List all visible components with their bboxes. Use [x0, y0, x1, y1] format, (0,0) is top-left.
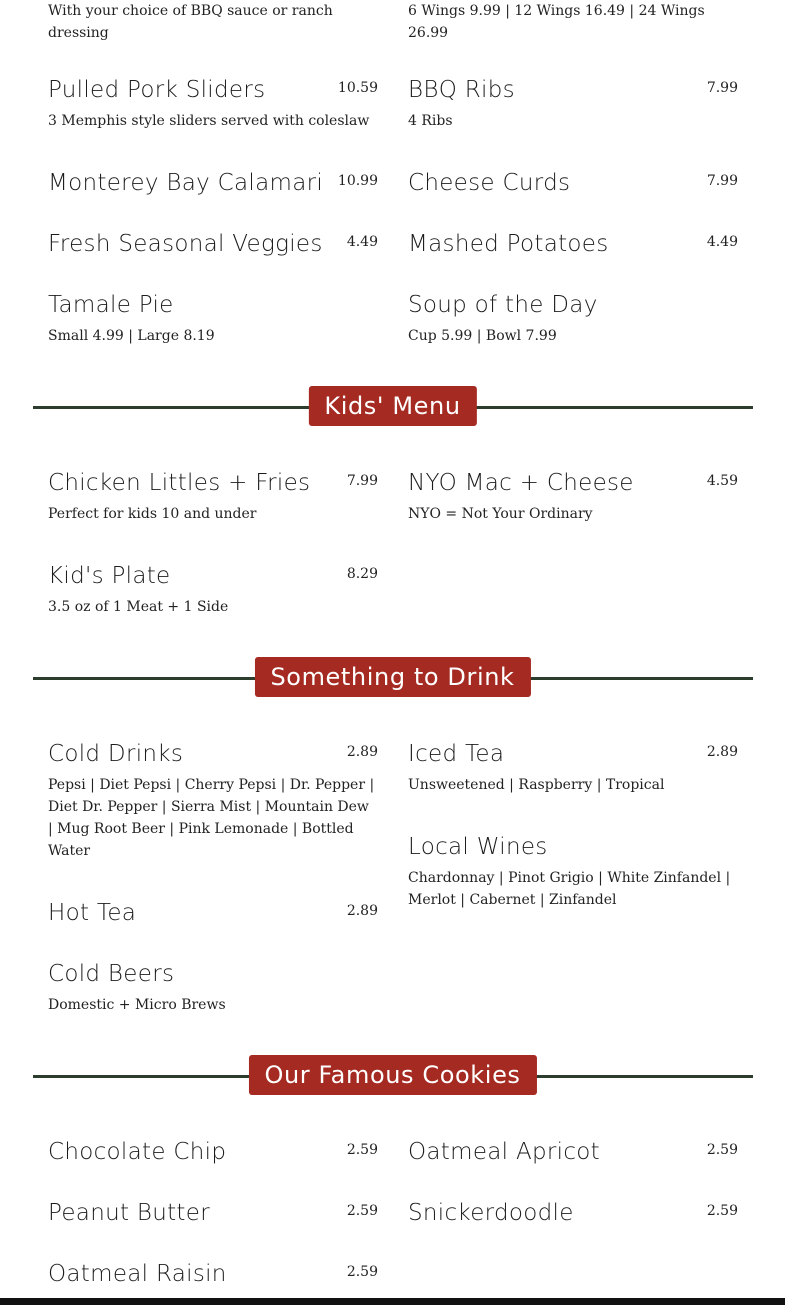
item-name: Oatmeal Raisin — [48, 1261, 227, 1287]
item-price: 2.59 — [346, 1142, 378, 1158]
item-name: Tamale Pie — [48, 292, 174, 318]
item-price: 4.59 — [706, 473, 738, 489]
item-name: BBQ Ribs — [408, 77, 515, 103]
item-price: 2.89 — [706, 744, 738, 760]
item-description: Pepsi | Diet Pepsi | Cherry Pepsi | Dr. Pepper | Diet Dr. Pepper | Sierra Mist | Mountain Dew | Mug Root Beer | Pink Lemonade | Bottled Water — [48, 777, 375, 859]
item-name: Peanut Butter — [48, 1200, 210, 1226]
item-price: 2.59 — [346, 1264, 378, 1280]
item-description: Perfect for kids 10 and under — [48, 506, 257, 522]
item-description: Small 4.99 | Large 8.19 — [48, 328, 215, 344]
menu-item-chocolate-chip[interactable] — [48, 1138, 378, 1166]
menu-item-pulled-pork-sliders[interactable] — [48, 76, 378, 132]
item-price: 2.59 — [706, 1203, 738, 1219]
item-name: Iced Tea — [408, 741, 505, 767]
menu-item-tamale-pie[interactable] — [48, 291, 378, 347]
item-price: 7.99 — [706, 173, 738, 189]
item-name: Kid's Plate — [48, 563, 171, 589]
item-name: Monterey Bay Calamari — [48, 170, 324, 196]
item-name: Chicken Littles + Fries — [48, 470, 311, 496]
item-name: Hot Tea — [48, 900, 137, 926]
item-description: 4 Ribs — [408, 113, 453, 129]
item-description: With your choice of BBQ sauce or ranch dressing — [48, 3, 333, 41]
item-name: Local Wines — [408, 834, 548, 860]
item-name: Soup of the Day — [408, 292, 598, 318]
item-description: NYO = Not Your Ordinary — [408, 506, 593, 522]
item-description: 3 Memphis style sliders served with coleslaw — [48, 113, 370, 129]
menu-item-mashed-potatoes[interactable] — [408, 230, 738, 258]
item-description: Unsweetened | Raspberry | Tropical — [408, 777, 665, 793]
menu-item-iced-tea[interactable] — [408, 740, 738, 796]
item-name: Fresh Seasonal Veggies — [48, 231, 323, 257]
section-title-something-to-drink: Something to Drink — [254, 657, 530, 697]
item-name: NYO Mac + Cheese — [408, 470, 634, 496]
item-description: Chardonnay | Pinot Grigio | White Zinfandel | Merlot | Cabernet | Zinfandel — [408, 870, 731, 908]
item-price: 10.99 — [337, 173, 378, 189]
menu-item-nyo-mac-cheese[interactable] — [408, 469, 738, 525]
item-name: Mashed Potatoes — [408, 231, 609, 257]
menu-item-chicken-littles-fries[interactable] — [48, 469, 378, 525]
item-price: 7.99 — [706, 80, 738, 96]
item-description: 3.5 oz of 1 Meat + 1 Side — [48, 599, 229, 615]
menu-item-cheese-curds[interactable] — [408, 169, 738, 197]
menu-item-cold-drinks[interactable] — [48, 740, 378, 862]
item-price: 2.89 — [346, 903, 378, 919]
item-name: Cheese Curds — [408, 170, 571, 196]
item-description: 6 Wings 9.99 | 12 Wings 16.49 | 24 Wings 26.99 — [408, 3, 705, 41]
bottom-edge-bar — [0, 1298, 785, 1305]
item-name: Snickerdoodle — [408, 1200, 574, 1226]
menu-item-peanut-butter[interactable] — [48, 1199, 378, 1227]
item-price: 2.59 — [706, 1142, 738, 1158]
item-name: Oatmeal Apricot — [408, 1139, 600, 1165]
menu-item-cold-beers[interactable] — [48, 960, 378, 1016]
menu-item-bbq-ribs[interactable] — [408, 76, 738, 132]
item-name: Cold Drinks — [48, 741, 184, 767]
item-price: 2.59 — [346, 1203, 378, 1219]
item-description: Cup 5.99 | Bowl 7.99 — [408, 328, 557, 344]
item-name: Chocolate Chip — [48, 1139, 227, 1165]
item-name: Cold Beers — [48, 961, 175, 987]
menu-item-snickerdoodle[interactable] — [408, 1199, 738, 1227]
menu-item-soup-of-the-day[interactable] — [408, 291, 738, 347]
item-name: Pulled Pork Sliders — [48, 77, 266, 103]
menu-item-monterey-bay-calamari[interactable] — [48, 169, 378, 197]
item-price: 8.29 — [346, 566, 378, 582]
menu-item-kids-plate[interactable] — [48, 562, 378, 618]
item-price: 4.49 — [706, 234, 738, 250]
section-title-kids-menu: Kids' Menu — [308, 386, 476, 426]
item-price: 4.49 — [346, 234, 378, 250]
item-description: Domestic + Micro Brews — [48, 997, 226, 1013]
menu-item-oatmeal-apricot[interactable] — [408, 1138, 738, 1166]
item-price: 7.99 — [346, 473, 378, 489]
menu-item-hot-tea[interactable] — [48, 899, 378, 927]
item-price: 10.59 — [337, 80, 378, 96]
menu-item-fresh-seasonal-veggies[interactable] — [48, 230, 378, 258]
item-price: 2.89 — [346, 744, 378, 760]
menu-item-local-wines[interactable] — [408, 833, 738, 911]
section-title-our-famous-cookies: Our Famous Cookies — [248, 1055, 536, 1095]
menu-item-oatmeal-raisin[interactable] — [48, 1260, 378, 1288]
